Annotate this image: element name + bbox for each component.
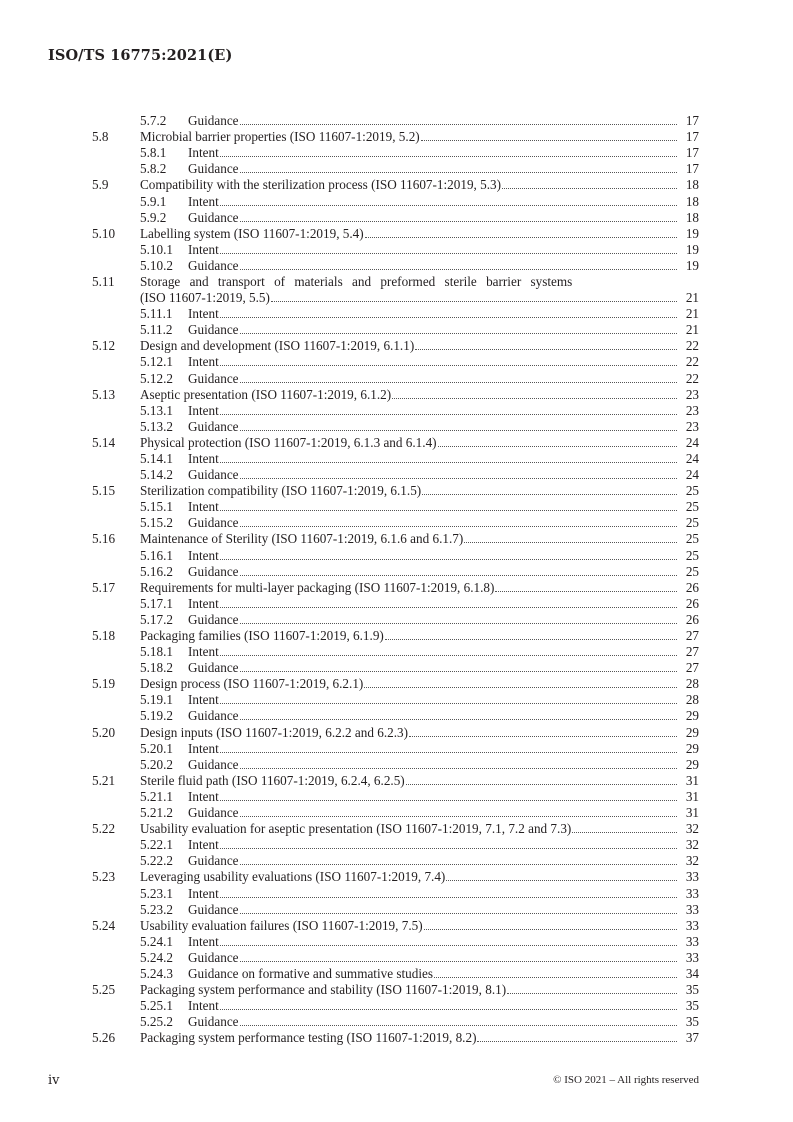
toc-entry-number: 5.10 — [92, 225, 116, 241]
toc-entry[interactable] — [92, 257, 699, 273]
toc-entry-page: 17 — [685, 129, 699, 145]
toc-entry-number: 5.18.1 — [140, 644, 173, 660]
toc-dot-leader — [240, 1025, 677, 1026]
toc-entry[interactable] — [92, 563, 699, 579]
toc-entry-title: Guidance — [188, 161, 239, 177]
toc-entry-number: 5.15.2 — [140, 515, 173, 531]
toc-entry[interactable] — [92, 707, 699, 723]
toc-dot-leader — [240, 671, 677, 672]
toc-entry-number: 5.24.2 — [140, 949, 173, 965]
toc-dot-leader — [365, 237, 677, 238]
toc-entry-number: 5.21.1 — [140, 788, 173, 804]
toc-entry-page: 19 — [685, 257, 699, 273]
toc-entry-page: 17 — [685, 161, 699, 177]
toc-dot-leader — [240, 575, 677, 576]
toc-entry-page: 25 — [685, 547, 699, 563]
toc-entry[interactable] — [92, 402, 699, 418]
toc-dot-leader — [240, 864, 677, 865]
toc-dot-leader — [385, 639, 677, 640]
toc-entry-page: 25 — [685, 499, 699, 515]
document-identifier: ISO/TS 16775:2021(E) — [48, 47, 233, 64]
toc-dot-leader — [415, 349, 677, 350]
toc-dot-leader — [220, 703, 677, 704]
toc-entry-title: Intent — [188, 306, 219, 322]
toc-dot-leader — [422, 494, 677, 495]
toc-entry-page: 33 — [685, 949, 699, 965]
toc-dot-leader — [220, 800, 677, 801]
toc-entry-number: 5.11.2 — [140, 322, 173, 338]
toc-entry-page: 24 — [685, 467, 699, 483]
toc-dot-leader — [220, 945, 677, 946]
toc-entry-number: 5.11.1 — [140, 306, 173, 322]
toc-entry[interactable] — [92, 611, 699, 627]
toc-entry-number: 5.14.2 — [140, 467, 173, 483]
toc-entry[interactable] — [92, 901, 699, 917]
toc-dot-leader — [464, 542, 677, 543]
toc-entry-page: 33 — [685, 901, 699, 917]
toc-entry-title: Guidance — [188, 322, 239, 338]
toc-entry-title: Packaging system performance testing (ISO 11607-1:2019, 8.2) — [140, 1030, 477, 1046]
toc-entry-number: 5.26 — [92, 1030, 116, 1046]
toc-entry[interactable] — [92, 546, 699, 562]
toc-entry-title: Intent — [188, 145, 219, 161]
toc-dot-leader — [240, 172, 677, 173]
toc-entry[interactable] — [92, 192, 699, 208]
toc-entry-number: 5.16.2 — [140, 563, 173, 579]
toc-entry-title: Sterile fluid path (ISO 11607-1:2019, 6.2.4, 6.2.5) — [140, 772, 405, 788]
toc-entry-number: 5.14 — [92, 434, 116, 450]
toc-entry-number: 5.12.2 — [140, 370, 173, 386]
toc-dot-leader — [364, 687, 677, 688]
toc-entry-page: 23 — [685, 386, 699, 402]
toc-entry-number: 5.16 — [92, 531, 116, 547]
toc-entry-page: 31 — [685, 805, 699, 821]
toc-entry[interactable] — [92, 675, 699, 691]
toc-entry-page: 22 — [685, 338, 699, 354]
toc-entry[interactable] — [92, 933, 699, 949]
toc-entry-page: 29 — [685, 724, 699, 740]
toc-entry-title: Guidance — [188, 660, 239, 676]
toc-entry[interactable] — [92, 353, 699, 369]
toc-entry[interactable] — [92, 884, 699, 900]
toc-entry-title: Intent — [188, 837, 219, 853]
toc-dot-leader — [421, 140, 677, 141]
toc-entry-number: 5.16.1 — [140, 547, 173, 563]
toc-entry-page: 18 — [685, 193, 699, 209]
toc-dot-leader — [220, 510, 677, 511]
toc-entry[interactable] — [92, 434, 699, 450]
toc-entry-number: 5.13 — [92, 386, 116, 402]
toc-dot-leader — [220, 253, 677, 254]
toc-entry[interactable] — [92, 369, 699, 385]
toc-dot-leader — [220, 848, 677, 849]
copyright-notice: © ISO 2021 – All rights reserved — [553, 1074, 699, 1086]
toc-entry-number: 5.25.1 — [140, 998, 173, 1014]
toc-entry-page: 29 — [685, 708, 699, 724]
toc-entry[interactable] — [92, 740, 699, 756]
toc-dot-leader — [502, 188, 677, 189]
toc-entry[interactable] — [92, 981, 699, 997]
toc-entry-title: Guidance — [188, 901, 239, 917]
toc-entry[interactable] — [92, 225, 699, 241]
toc-entry-number: 5.24.1 — [140, 933, 173, 949]
toc-entry[interactable] — [92, 643, 699, 659]
toc-dot-leader — [495, 591, 677, 592]
toc-dot-leader — [240, 816, 677, 817]
toc-dot-leader — [240, 333, 677, 334]
toc-entry-number: 5.24.3 — [140, 965, 173, 981]
toc-entry-page: 21 — [685, 306, 699, 322]
toc-entry-title: Guidance — [188, 257, 239, 273]
toc-entry[interactable] — [92, 579, 699, 595]
toc-entry[interactable] — [92, 450, 699, 466]
toc-entry-title: Guidance on formative and summative studies — [188, 965, 434, 981]
toc-entry-title: Usability evaluation failures (ISO 11607-1:2019, 7.5) — [140, 917, 423, 933]
toc-entry-page: 24 — [685, 434, 699, 450]
toc-entry[interactable] — [92, 482, 699, 498]
toc-dot-leader — [220, 559, 677, 560]
toc-dot-leader — [434, 977, 677, 978]
toc-entry-number: 5.7.2 — [140, 113, 167, 129]
toc-entry-number: 5.18 — [92, 628, 116, 643]
toc-entry-title: Guidance — [188, 418, 239, 434]
toc-entry-title: Usability evaluation for aseptic presentation (ISO 11607-1:2019, 7.1, 7.2 and 7.3) — [140, 821, 572, 837]
toc-entry-page: 23 — [685, 418, 699, 434]
toc-entry-page: 32 — [685, 821, 699, 837]
toc-entry-title: Guidance — [188, 756, 239, 772]
toc-entry-title: Packaging system performance and stability (ISO 11607-1:2019, 8.1) — [140, 982, 507, 998]
toc-entry-page: 33 — [685, 869, 699, 885]
toc-entry-title: Intent — [188, 402, 219, 418]
toc-entry-number: 5.13.1 — [140, 402, 173, 418]
toc-entry-title: Guidance — [188, 611, 239, 627]
toc-entry-title: Intent — [188, 450, 219, 466]
toc-entry-title: Intent — [188, 692, 219, 708]
toc-dot-leader — [220, 655, 677, 656]
toc-entry-number: 5.19.1 — [140, 692, 173, 708]
toc-entry-page: 34 — [685, 965, 699, 981]
toc-entry-page: 22 — [685, 354, 699, 370]
toc-dot-leader — [240, 623, 677, 624]
toc-entry-page: 31 — [685, 772, 699, 788]
toc-entry[interactable] — [92, 756, 699, 772]
toc-entry-title: Guidance — [188, 805, 239, 821]
toc-entry-number: 5.24 — [92, 917, 116, 933]
toc-entry-page: 29 — [685, 740, 699, 756]
toc-entry-page: 35 — [685, 1014, 699, 1030]
toc-dot-leader — [240, 124, 677, 125]
toc-entry[interactable] — [92, 321, 699, 337]
toc-entry-number: 5.9.1 — [140, 193, 167, 209]
toc-entry-page: 19 — [685, 225, 699, 241]
toc-entry[interactable] — [92, 868, 699, 884]
toc-dot-leader — [240, 961, 677, 962]
toc-entry[interactable] — [92, 241, 699, 257]
toc-entry-number: 5.13.2 — [140, 418, 173, 434]
toc-entry-page: 27 — [685, 644, 699, 660]
toc-entry-number: 5.17.2 — [140, 611, 173, 627]
toc-entry[interactable] — [92, 514, 699, 530]
toc-entry-title: Leveraging usability evaluations (ISO 11607-1:2019, 7.4) — [140, 869, 446, 885]
toc-entry-number: 5.9 — [92, 177, 109, 193]
toc-entry-title: Intent — [188, 547, 219, 563]
toc-entry-page: 26 — [685, 611, 699, 627]
toc-entry[interactable] — [92, 273, 699, 289]
toc-entry[interactable] — [92, 530, 699, 546]
toc-entry-number: 5.21 — [92, 772, 116, 788]
toc-dot-leader — [477, 1041, 677, 1042]
toc-entry[interactable] — [92, 804, 699, 820]
toc-entry-page: 18 — [685, 209, 699, 225]
toc-dot-leader — [240, 719, 677, 720]
toc-dot-leader — [572, 832, 677, 833]
toc-entry-number: 5.10.1 — [140, 241, 173, 257]
toc-entry-page: 28 — [685, 692, 699, 708]
toc-entry-number: 5.9.2 — [140, 209, 167, 225]
toc-entry[interactable] — [92, 595, 699, 611]
toc-entry[interactable] — [92, 418, 699, 434]
toc-entry-title: Intent — [188, 885, 219, 901]
toc-dot-leader — [240, 221, 677, 222]
toc-entry-page: 32 — [685, 853, 699, 869]
toc-entry[interactable] — [92, 112, 699, 128]
toc-entry-page: 26 — [685, 595, 699, 611]
toc-entry-title: Guidance — [188, 370, 239, 386]
toc-entry-continuation[interactable] — [92, 289, 699, 305]
toc-dot-leader — [406, 784, 677, 785]
toc-dot-leader — [240, 269, 677, 270]
toc-entry-number: 5.23.1 — [140, 885, 173, 901]
toc-entry-page: 37 — [685, 1030, 699, 1046]
toc-entry-number: 5.10.2 — [140, 257, 173, 273]
toc-entry-number: 5.22 — [92, 821, 116, 837]
toc-entry-number: 5.23.2 — [140, 901, 173, 917]
toc-entry-number: 5.22.2 — [140, 853, 173, 869]
toc-entry[interactable] — [92, 659, 699, 675]
toc-entry-page: 24 — [685, 450, 699, 466]
toc-dot-leader — [240, 430, 677, 431]
toc-entry-page: 35 — [685, 998, 699, 1014]
toc-dot-leader — [271, 301, 677, 302]
toc-entry-title: Physical protection (ISO 11607-1:2019, 6.1.3 and 6.1.4) — [140, 434, 437, 450]
toc-entry-number: 5.19 — [92, 676, 116, 692]
toc-entry[interactable] — [92, 1029, 699, 1045]
toc-entry-page: 17 — [685, 145, 699, 161]
toc-entry-number: 5.14.1 — [140, 450, 173, 466]
toc-entry-title: Microbial barrier properties (ISO 11607-1:2019, 5.2) — [140, 129, 420, 145]
toc-entry[interactable] — [92, 852, 699, 868]
toc-entry[interactable] — [92, 949, 699, 965]
toc-entry[interactable] — [92, 723, 699, 739]
toc-entry-page: 35 — [685, 982, 699, 998]
toc-entry-page: 31 — [685, 788, 699, 804]
toc-entry-number: 5.15 — [92, 483, 116, 499]
toc-entry-page: 17 — [685, 113, 699, 129]
toc-entry-title: Intent — [188, 740, 219, 756]
toc-entry-title: Design process (ISO 11607-1:2019, 6.2.1) — [140, 676, 364, 692]
toc-entry-title: Intent — [188, 241, 219, 257]
toc-dot-leader — [220, 317, 677, 318]
toc-entry-number: 5.20.2 — [140, 756, 173, 772]
toc-entry-page: 23 — [685, 402, 699, 418]
toc-dot-leader — [220, 462, 677, 463]
toc-entry-title: Sterilization compatibility (ISO 11607-1:2019, 6.1.5) — [140, 483, 422, 499]
toc-entry-title: Packaging families (ISO 11607-1:2019, 6.1.9) — [140, 628, 384, 643]
toc-entry-title: Guidance — [188, 563, 239, 579]
toc-entry[interactable] — [92, 691, 699, 707]
toc-entry-page: 18 — [685, 177, 699, 193]
toc-dot-leader — [240, 382, 677, 383]
toc-entry-page: 25 — [685, 563, 699, 579]
toc-entry-number: 5.15.1 — [140, 499, 173, 515]
toc-entry-number: 5.12 — [92, 338, 116, 354]
toc-entry-page: 21 — [685, 290, 699, 306]
toc-entry[interactable] — [92, 627, 699, 643]
toc-entry[interactable] — [92, 144, 699, 160]
toc-entry-title: Intent — [188, 354, 219, 370]
toc-dot-leader — [240, 478, 677, 479]
toc-entry-title: Intent — [188, 595, 219, 611]
toc-entry-number: 5.23 — [92, 869, 116, 885]
toc-entry-title: Intent — [188, 499, 219, 515]
toc-entry[interactable] — [92, 128, 699, 144]
toc-entry-title: Labelling system (ISO 11607-1:2019, 5.4) — [140, 225, 364, 241]
toc-entry-number: 5.8.2 — [140, 161, 167, 177]
toc-entry-title: Intent — [188, 193, 219, 209]
toc-entry-page: 25 — [685, 483, 699, 499]
toc-entry-title: Maintenance of Sterility (ISO 11607-1:2019, 6.1.6 and 6.1.7) — [140, 531, 464, 547]
toc-entry-page: 19 — [685, 241, 699, 257]
toc-dot-leader — [438, 446, 677, 447]
toc-entry-number: 5.18.2 — [140, 660, 173, 676]
toc-dot-leader — [220, 607, 677, 608]
toc-entry-title: Design inputs (ISO 11607-1:2019, 6.2.2 and 6.2.3) — [140, 724, 409, 740]
toc-entry-title-continued: (ISO 11607-1:2019, 5.5) — [140, 290, 270, 306]
toc-entry-page: 33 — [685, 885, 699, 901]
toc-entry-number: 5.25.2 — [140, 1014, 173, 1030]
toc-dot-leader — [220, 365, 677, 366]
toc-entry[interactable] — [92, 386, 699, 402]
toc-entry-page: 25 — [685, 531, 699, 547]
toc-entry-title: Guidance — [188, 853, 239, 869]
toc-entry[interactable] — [92, 788, 699, 804]
toc-entry-page: 25 — [685, 515, 699, 531]
toc-entry-page: 32 — [685, 837, 699, 853]
toc-dot-leader — [220, 414, 677, 415]
toc-entry-title: Guidance — [188, 515, 239, 531]
toc-entry-title: Guidance — [188, 1014, 239, 1030]
toc-entry-page: 21 — [685, 322, 699, 338]
toc-entry[interactable] — [92, 337, 699, 353]
toc-entry[interactable] — [92, 965, 699, 981]
toc-entry[interactable] — [92, 305, 699, 321]
toc-dot-leader — [220, 1009, 677, 1010]
table-of-contents — [92, 112, 699, 1045]
toc-entry-title: Intent — [188, 644, 219, 660]
toc-entry-number: 5.8.1 — [140, 145, 167, 161]
toc-entry-title: Guidance — [188, 467, 239, 483]
toc-entry-page: 28 — [685, 676, 699, 692]
toc-entry-page: 33 — [685, 917, 699, 933]
toc-entry-number: 5.8 — [92, 129, 109, 145]
toc-entry-title: Guidance — [188, 949, 239, 965]
toc-dot-leader — [220, 752, 677, 753]
page-number: iv — [48, 1073, 60, 1088]
toc-entry-title: Design and development (ISO 11607-1:2019, 6.1.1) — [140, 338, 415, 354]
toc-entry-title: Intent — [188, 788, 219, 804]
toc-entry[interactable] — [92, 466, 699, 482]
toc-entry[interactable] — [92, 176, 699, 192]
toc-entry-number: 5.17.1 — [140, 595, 173, 611]
toc-entry-page: 27 — [685, 628, 699, 643]
toc-entry-title: Storage and transport of materials and preformed sterile barrier systems — [140, 274, 573, 290]
toc-dot-leader — [240, 526, 677, 527]
toc-dot-leader — [220, 156, 677, 157]
toc-entry-page: 33 — [685, 933, 699, 949]
toc-entry-number: 5.20.1 — [140, 740, 173, 756]
toc-entry-number: 5.17 — [92, 579, 116, 595]
toc-entry[interactable] — [92, 160, 699, 176]
toc-entry-number: 5.25 — [92, 982, 116, 998]
toc-entry-title: Guidance — [188, 708, 239, 724]
toc-dot-leader — [409, 736, 677, 737]
toc-entry-page: 27 — [685, 660, 699, 676]
toc-entry-title: Guidance — [188, 209, 239, 225]
toc-entry-number: 5.21.2 — [140, 805, 173, 821]
toc-entry-number: 5.22.1 — [140, 837, 173, 853]
toc-entry-title: Guidance — [188, 113, 239, 129]
toc-entry[interactable] — [92, 1013, 699, 1029]
toc-entry-title: Compatibility with the sterilization process (ISO 11607-1:2019, 5.3) — [140, 177, 502, 193]
toc-dot-leader — [392, 398, 677, 399]
toc-dot-leader — [446, 880, 677, 881]
toc-entry-number: 5.19.2 — [140, 708, 173, 724]
toc-entry-page: 29 — [685, 756, 699, 772]
toc-entry[interactable] — [92, 917, 699, 933]
toc-entry-number: 5.20 — [92, 724, 116, 740]
toc-entry-title: Intent — [188, 998, 219, 1014]
toc-dot-leader — [240, 768, 677, 769]
toc-entry[interactable] — [92, 498, 699, 514]
toc-entry[interactable] — [92, 997, 699, 1013]
toc-dot-leader — [220, 897, 677, 898]
toc-entry[interactable] — [92, 772, 699, 788]
toc-dot-leader — [424, 929, 677, 930]
toc-entry-page: 26 — [685, 579, 699, 595]
toc-entry-page: 22 — [685, 370, 699, 386]
toc-dot-leader — [220, 205, 677, 206]
toc-entry[interactable] — [92, 820, 699, 836]
toc-dot-leader — [240, 913, 677, 914]
toc-entry-title: Requirements for multi-layer packaging (ISO 11607-1:2019, 6.1.8) — [140, 579, 495, 595]
toc-entry[interactable] — [92, 209, 699, 225]
toc-dot-leader — [507, 993, 677, 994]
toc-entry[interactable] — [92, 836, 699, 852]
toc-entry-number: 5.11 — [92, 274, 115, 290]
toc-entry-title: Aseptic presentation (ISO 11607-1:2019, 6.1.2) — [140, 386, 392, 402]
toc-entry-number: 5.12.1 — [140, 354, 173, 370]
toc-entry-title: Intent — [188, 933, 219, 949]
